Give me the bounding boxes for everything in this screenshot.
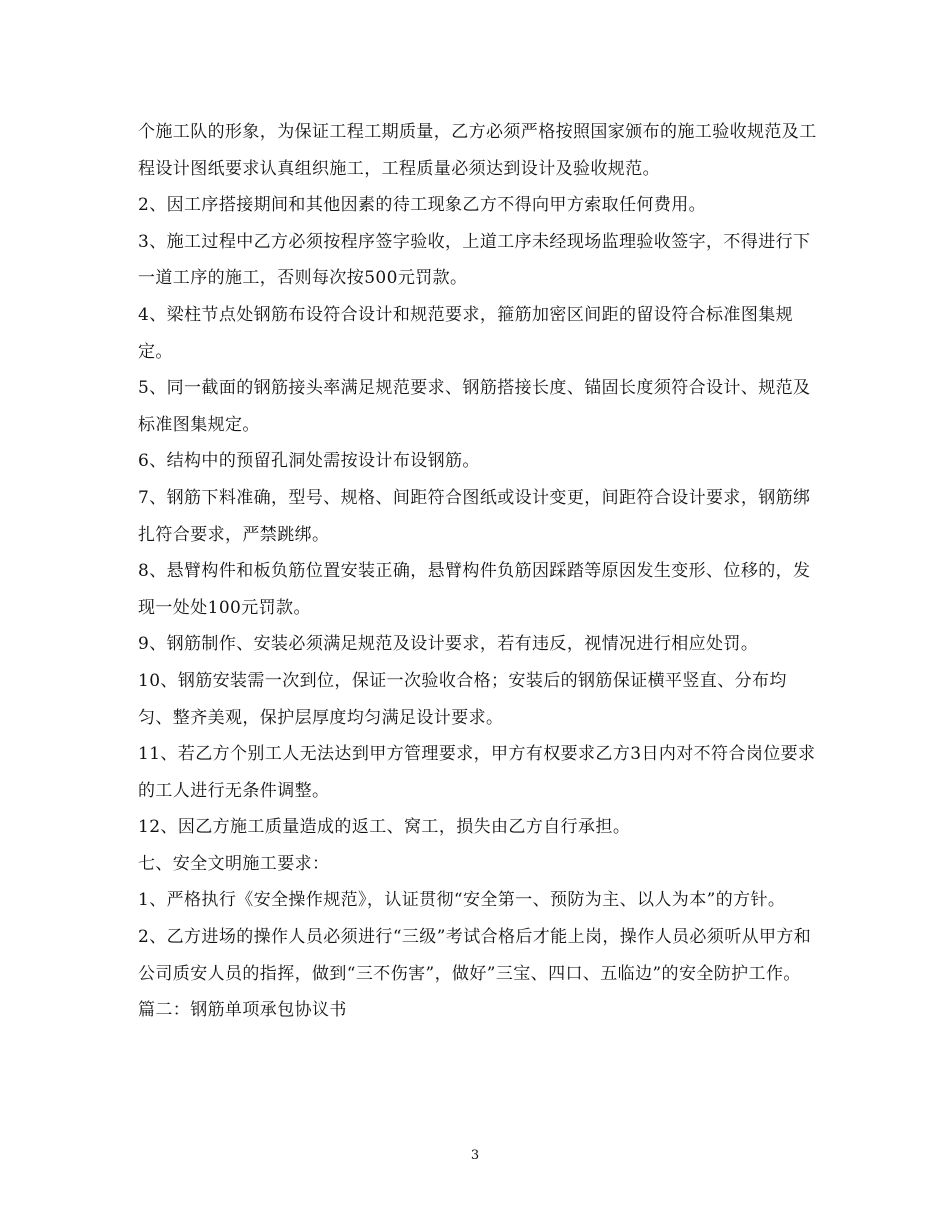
clause-10: 10、钢筋安装需一次到位，保证一次验收合格；安装后的钢筋保证横平竖直、分布均匀、整齐美观，保护层厚度均匀满足设计要求。 — [138, 670, 787, 728]
clause-12: 12、因乙方施工质量造成的返工、窝工，损失由乙方自行承担。 — [138, 817, 631, 838]
clause-4: 4、梁柱节点处钢筋布设符合设计和规范要求，箍筋加密区间距的留设符合标准图集规定。 — [138, 304, 794, 362]
clause-2: 2、因工序搭接期间和其他因素的待工现象乙方不得向甲方索取任何费用。 — [138, 195, 707, 216]
paragraph-continuation: 个施工队的形象，为保证工程工期质量，乙方必须严格按照国家颁布的施工验收规范及工程设计图纸要求认真组织施工，工程质量必须达到设计及验收规范。 — [138, 122, 817, 179]
clause-5: 5、同一截面的钢筋接头率满足规范要求、钢筋搭接长度、锚固长度须符合设计、规范及标准图集规定。 — [138, 378, 811, 435]
page-number: 3 — [470, 1148, 480, 1163]
clause-7: 7、钢筋下料准确，型号、规格、间距符合图纸或设计变更，间距符合设计要求，钢筋绑扎符合要求，严禁跳绑。 — [138, 487, 811, 545]
clause-8: 8、悬臂构件和板负筋位置安装正确，悬臂构件负筋因踩踏等原因发生变形、位移的，发现一处处100元罚款。 — [138, 561, 811, 618]
safety-clause-1: 1、严格执行《安全操作规范》，认证贯彻“安全第一、预防为主、以人为本”的方针。 — [138, 890, 786, 911]
safety-clause-2: 2、乙方进场的操作人员必须进行“三级”考试合格后才能上岗，操作人员必须听从甲方和公司质安人员的指挥，做到“三不伤害”，做好”三宝、四口、五临边”的安全防护工作。 — [138, 927, 812, 984]
clause-3: 3、施工过程中乙方必须按程序签字验收，上道工序未经现场监理验收签字，不得进行下一道工序的施工，否则每次按500元罚款。 — [138, 231, 811, 289]
section-heading-safety: 七、安全文明施工要求： — [138, 853, 330, 874]
chapter-heading: 篇二：钢筋单项承包协议书 — [138, 1000, 347, 1021]
document-body — [138, 114, 818, 1029]
clause-6: 6、结构中的预留孔洞处需按设计布设钢筋。 — [138, 451, 480, 472]
clause-9: 9、钢筋制作、安装必须满足规范及设计要求，若有违反，视情况进行相应处罚。 — [138, 634, 759, 655]
clause-11: 11、若乙方个别工人无法达到甲方管理要求，甲方有权要求乙方3日内对不符合岗位要求的工人进行无条件调整。 — [138, 744, 816, 801]
